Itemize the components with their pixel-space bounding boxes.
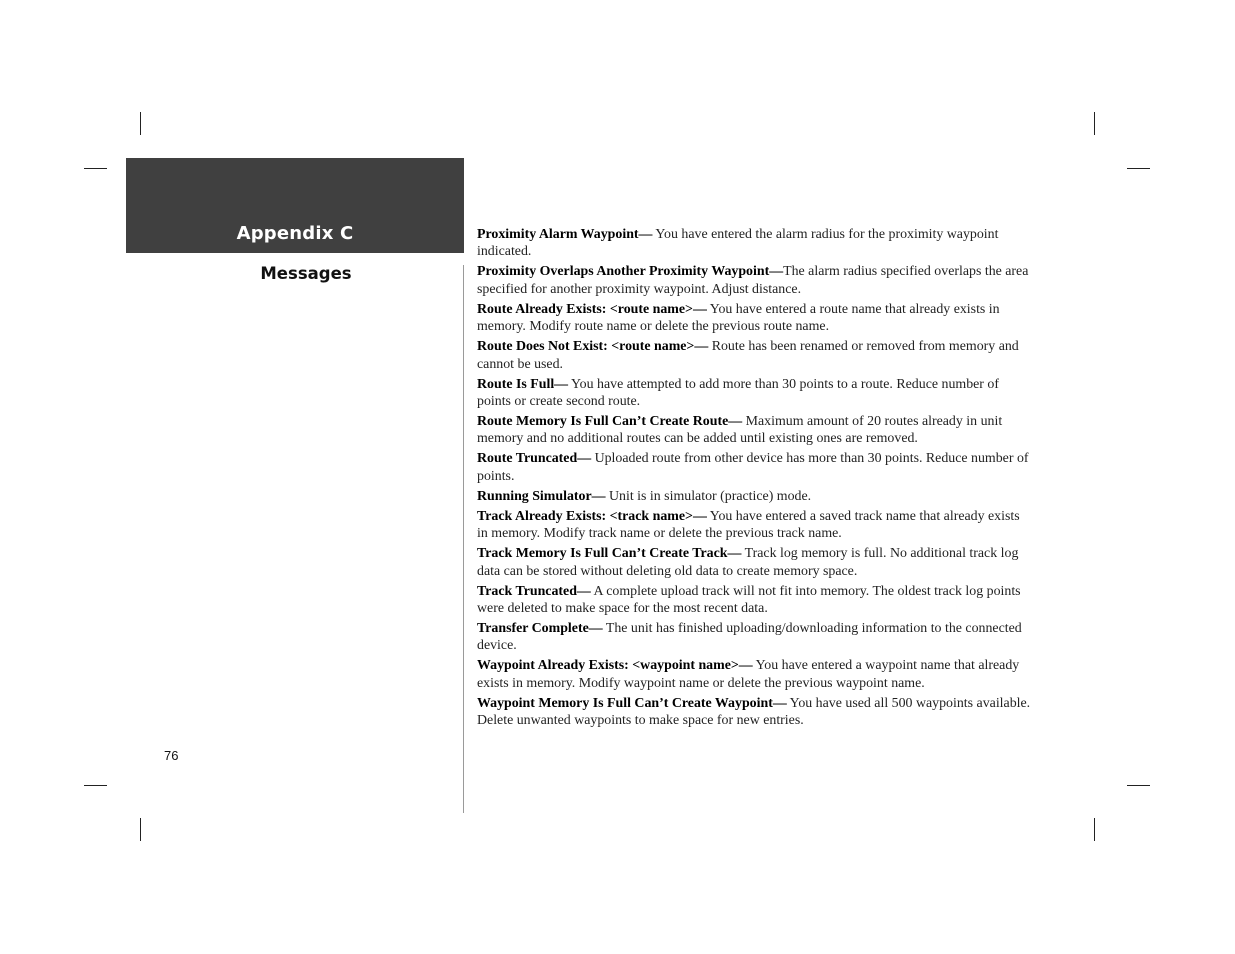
column-divider xyxy=(463,265,464,813)
page-number: 76 xyxy=(164,748,179,763)
message-description: Track log memory is full. No additional track log data can be stored without deleting old data to create memory space. xyxy=(477,546,1019,579)
message-term: Proximity Alarm Waypoint— xyxy=(477,227,653,242)
message-term: Route Truncated— xyxy=(477,451,592,467)
message-entry xyxy=(477,413,1033,448)
message-description: You have entered the alarm radius for the proximity waypoint indicated. xyxy=(477,227,999,260)
message-entry xyxy=(477,376,1033,411)
crop-mark xyxy=(1094,112,1095,135)
messages-list xyxy=(477,226,1033,732)
chapter-header xyxy=(126,158,464,253)
message-term: Waypoint Already Exists: <waypoint name>— xyxy=(477,658,753,674)
message-entry xyxy=(477,657,1033,692)
message-description: You have attempted to add more than 30 points to a route. Reduce number of points or create second route. xyxy=(477,376,999,410)
message-entry xyxy=(477,450,1033,485)
crop-mark xyxy=(1127,168,1150,169)
message-description: The alarm radius specified overlaps the area specified for another proximity waypoint. Adjust distance. xyxy=(477,264,1029,297)
message-description: Uploaded route from other device has more than 30 points. Reduce number of points. xyxy=(477,451,1029,484)
crop-mark xyxy=(140,818,141,841)
message-term: Track Memory Is Full Can’t Create Track— xyxy=(477,546,742,562)
crop-mark xyxy=(84,785,107,786)
message-entry xyxy=(477,226,1033,261)
message-entry xyxy=(477,545,1033,580)
message-term: Route Memory Is Full Can’t Create Route— xyxy=(477,414,743,430)
section-title: Messages xyxy=(260,264,352,283)
message-term: Track Truncated— xyxy=(477,583,591,599)
message-description: You have entered a saved track name that already exists in memory. Modify track name or delete the previous track name. xyxy=(477,508,1020,542)
crop-mark xyxy=(1094,818,1095,841)
message-term: Transfer Complete— xyxy=(477,621,603,637)
message-description: Route has been renamed or removed from memory and cannot be used. xyxy=(477,339,1019,372)
message-entry xyxy=(477,301,1033,336)
message-description: Maximum amount of 20 routes already in unit memory and no additional routes can be added until existing ones are removed. xyxy=(477,414,1003,447)
message-term: Route Does Not Exist: <route name>— xyxy=(477,339,709,355)
message-entry xyxy=(477,620,1033,655)
crop-mark xyxy=(140,112,141,135)
message-description: Unit is in simulator (practice) mode. xyxy=(605,488,812,504)
crop-mark xyxy=(84,168,107,169)
message-entry xyxy=(477,338,1033,373)
message-entry xyxy=(477,695,1033,730)
message-description: The unit has finished uploading/downloading information to the connected device. xyxy=(477,621,1022,654)
chapter-title: Appendix C xyxy=(236,223,354,244)
message-entry xyxy=(477,488,1033,505)
message-description: You have entered a waypoint name that already exists in memory. Modify waypoint name or delete the previous waypoint name. xyxy=(477,658,1020,691)
message-description: You have entered a route name that already exists in memory. Modify route name or delete the previous route name. xyxy=(477,301,1000,335)
crop-mark xyxy=(1127,785,1150,786)
message-description: A complete upload track will not fit into memory. The oldest track log points were deleted to make space for the most recent data. xyxy=(477,583,1021,617)
message-term: Proximity Overlaps Another Proximity Waypoint— xyxy=(477,264,784,280)
message-term: Running Simulator— xyxy=(477,488,606,504)
message-term: Waypoint Memory Is Full Can’t Create Waypoint— xyxy=(477,695,787,711)
message-entry xyxy=(477,508,1033,543)
message-term: Route Is Full— xyxy=(477,376,569,392)
message-term: Track Already Exists: <track name>— xyxy=(477,508,707,524)
message-entry xyxy=(477,583,1033,618)
message-entry xyxy=(477,263,1033,298)
message-description: You have used all 500 waypoints available. Delete unwanted waypoints to make space for new entries. xyxy=(477,695,1031,729)
message-term: Route Already Exists: <route name>— xyxy=(477,301,707,317)
